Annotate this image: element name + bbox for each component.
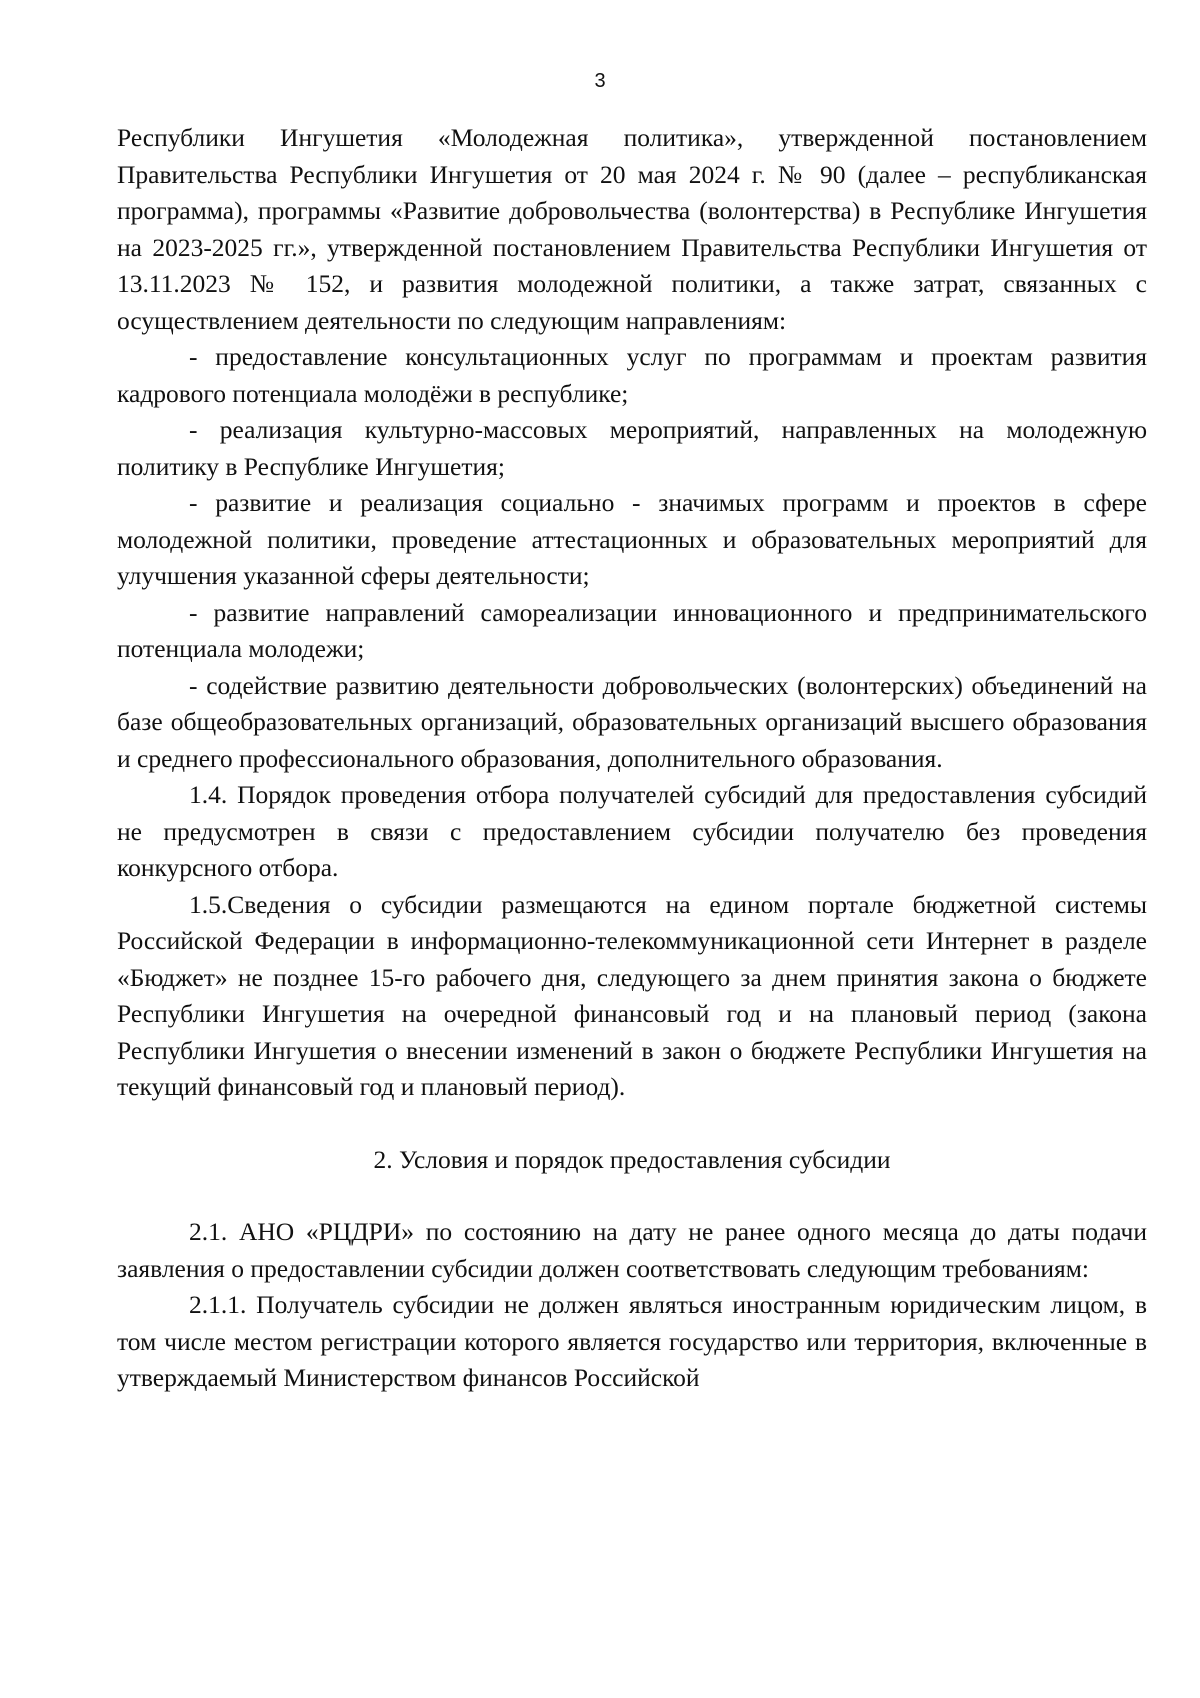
page-number: 3 [594,70,606,92]
paragraph-1-4: 1.4. Порядок проведения отбора получателей субсидий для предоставления субсидий не предусмотрен в связи с предоставлением субсидии получателю без проведения конкурсного отбора. [117,780,1147,882]
list-item-self-realization: - развитие направлений самореализации инновационного и предпринимательского потенциала молодежи; [117,597,1147,663]
list-item-volunteer-support: - содействие развитию деятельности добровольческих (волонтерских) объединений на базе общеобразовательных организаций, образовательных организаций высшего образования и среднего профессионального образования, дополнительного образования. [117,670,1147,773]
list-item-consulting: - предоставление консультационных услуг по программам и проектам развития кадрового потенциала молодёжи в республике; [117,342,1147,408]
paragraph-1-5: 1.5.Сведения о субсидии размещаются на едином портале бюджетной системы Российской Федерации в информационно-телекоммуникационной сети Интернет в разделе «Бюджет» не позднее 15-го рабочего дня, следующего за днем принятия закона о бюджете Республики Ингушетия на очередной финансовый год и на плановый период (закона Республики Ингушетия о внесении изменений в закон о бюджете Республики Ингушетия на текущий финансовый год и плановый период). [117,889,1147,1101]
paragraph-intro-continuation: Республики Ингушетия «Молодежная политика», утвержденной постановлением Правительства Республики Ингушетия от 20 мая 2024 г. № 90 (далее – республиканская программа), программы «Развитие добровольчества (волонтерства) в Республике Ингушетия на 2023-2025 гг.», утвержденной постановлением Правительства Республики Ингушетия от 13.11.2023 № 152, и развития молодежной политики, а также затрат, связанных с осуществлением деятельности по следующим направлениям: [117,123,1147,335]
paragraph-2-1-1: 2.1.1. Получатель субсидии не должен являться иностранным юридическим лицом, в том числе местом регистрации которого является государство или территория, включенные в утверждаемый Министерством финансов Российской [117,1290,1147,1392]
section-heading: 2. Условия и порядок предоставления субсидии [373,1144,891,1174]
document-body [117,120,1147,1397]
paragraph-2-1: 2.1. АНО «РЦДРИ» по состоянию на дату не ранее одного месяца до даты подачи заявления о предоставлении субсидии должен соответствовать следующим требованиям: [117,1217,1147,1283]
list-item-social-programs: - развитие и реализация социально - значимых программ и проектов в сфере молодежной политики, проведение аттестационных и образовательных мероприятий для улучшения указанной сферы деятельности; [117,488,1147,590]
list-item-cultural-events: - реализация культурно-массовых мероприятий, направленных на молодежную политику в Республике Ингушетия; [117,415,1147,481]
